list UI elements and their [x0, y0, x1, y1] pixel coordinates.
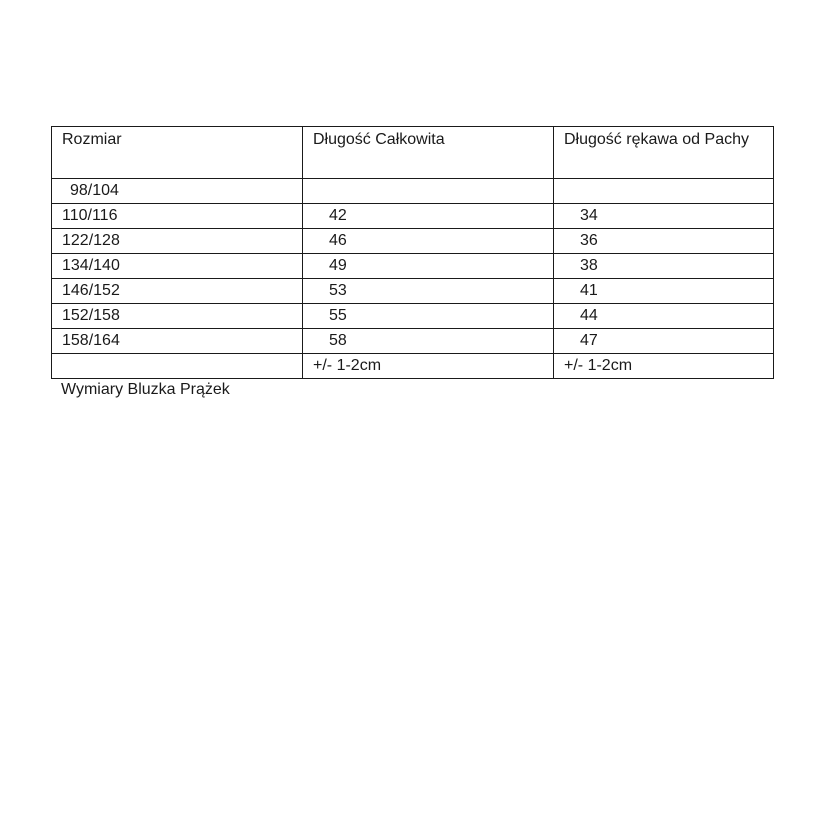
cell-tolerance: +/- 1-2cm — [554, 354, 774, 379]
table-row — [52, 354, 774, 379]
cell-sleeve-length — [554, 179, 774, 204]
cell-total-length: 55 — [303, 304, 554, 329]
cell-total-length: 42 — [303, 204, 554, 229]
size-table — [51, 126, 774, 379]
table-row — [52, 279, 774, 304]
cell-size: 158/164 — [52, 329, 303, 354]
table-caption: Wymiary Bluzka Prążek — [61, 381, 230, 398]
cell-sleeve-length: 36 — [554, 229, 774, 254]
cell-size: 98/104 — [52, 179, 303, 204]
table-row — [52, 254, 774, 279]
cell-sleeve-length: 44 — [554, 304, 774, 329]
cell-size: 110/116 — [52, 204, 303, 229]
table-row — [52, 204, 774, 229]
table-row — [52, 304, 774, 329]
header-sleeve-length: Długość rękawa od Pachy — [554, 127, 774, 179]
cell-total-length: 46 — [303, 229, 554, 254]
header-total-length: Długość Całkowita — [303, 127, 554, 179]
cell-total-length: 49 — [303, 254, 554, 279]
cell-tolerance: +/- 1-2cm — [303, 354, 554, 379]
header-size: Rozmiar — [52, 127, 303, 179]
cell-total-length: 53 — [303, 279, 554, 304]
cell-size — [52, 354, 303, 379]
cell-total-length — [303, 179, 554, 204]
cell-sleeve-length: 38 — [554, 254, 774, 279]
cell-size: 122/128 — [52, 229, 303, 254]
table-row — [52, 329, 774, 354]
table-row — [52, 229, 774, 254]
cell-size: 146/152 — [52, 279, 303, 304]
table-header-row — [52, 127, 774, 179]
cell-sleeve-length: 47 — [554, 329, 774, 354]
cell-sleeve-length: 34 — [554, 204, 774, 229]
cell-sleeve-length: 41 — [554, 279, 774, 304]
table-row — [52, 179, 774, 204]
cell-total-length: 58 — [303, 329, 554, 354]
cell-size: 134/140 — [52, 254, 303, 279]
cell-size: 152/158 — [52, 304, 303, 329]
